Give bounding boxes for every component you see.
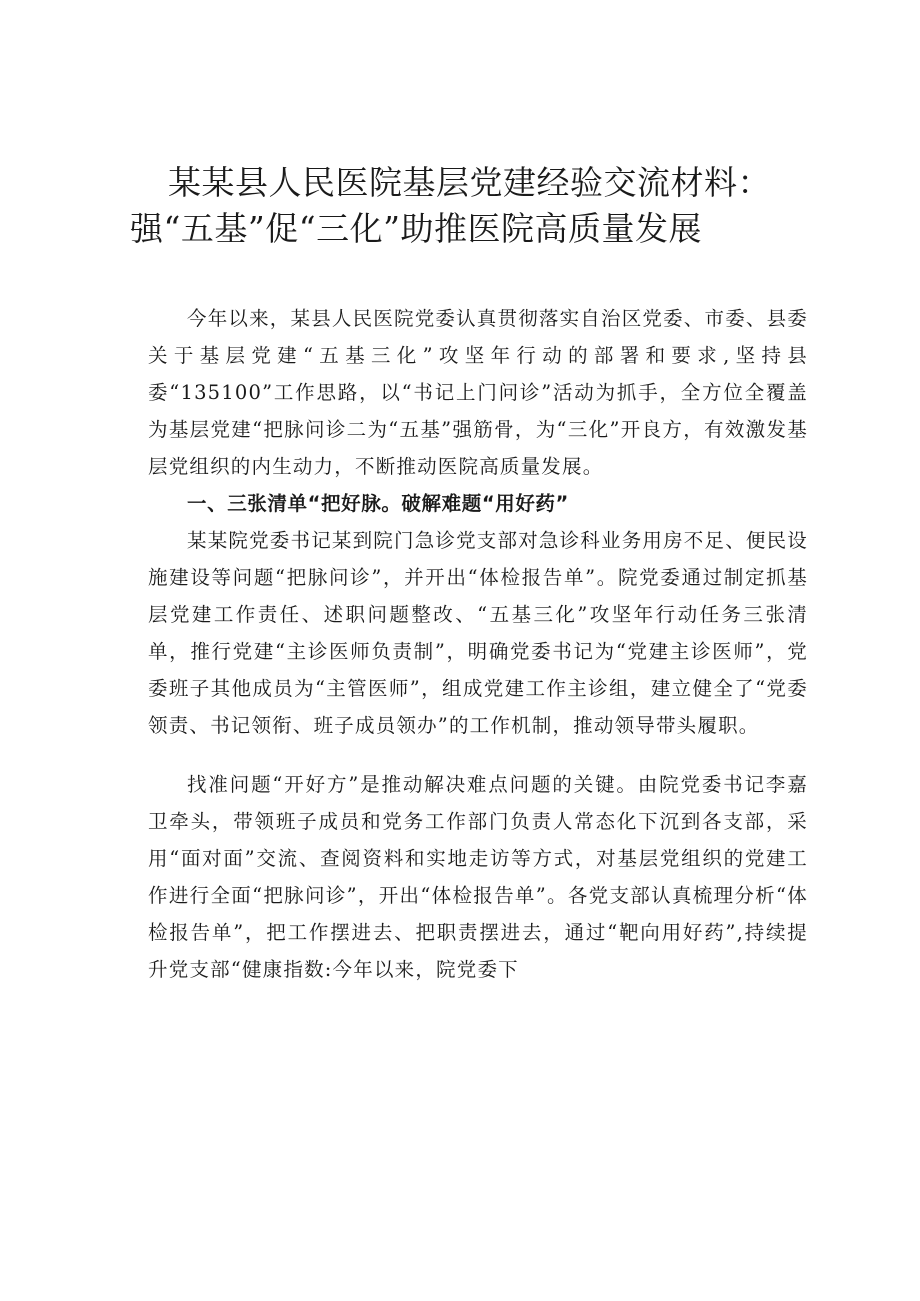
document-title <box>130 160 810 252</box>
title-line-1: 某某县人民医院基层党建经验交流材料： <box>168 163 771 202</box>
section-heading-1: 一、三张清单“把好脉。破解难题“用好药” <box>187 492 569 515</box>
intro-paragraph: 今年以来，某县人民医院党委认真贯彻落实自治区党委、市委、县委关于基层党建“五基三化”攻坚年行动的部署和要求,坚持县委“135100”工作思路，以“书记上门问诊”活动为抓手，全方位全覆盖为基层党建“把脉问诊二为“五基”强筋骨，为“三化”开良方，有效激发基层党组织的内生动力，不断推动医院高质量发展。 <box>148 307 809 478</box>
body-paragraph-2: 找准问题“开好方”是推动解决难点问题的关键。由院党委书记李嘉卫牵头，带领班子成员和党务工作部门负责人常态化下沉到各支部，采用“面对面”交流、查阅资料和实地走访等方式，对基层党组织的党建工作进行全面“把脉问诊”，开出“体检报告单”。各党支部认真梳理分析“体检报告单”，把工作摆进去、把职责摆进去，通过“靶向用好药”,持续提升党支部“健康指数:今年以来，院党委下 <box>148 773 808 981</box>
document-body <box>148 300 808 988</box>
title-line-2: 强“五基”促“三化”助推医院高质量发展 <box>130 209 702 248</box>
body-paragraph-1: 某某院党委书记某到院门急诊党支部对急诊科业务用房不足、便民设施建设等问题“把脉问诊”，并开出“体检报告单”。院党委通过制定抓基层党建工作责任、述职问题整改、“五基三化”攻坚年行动任务三张清单，推行党建“主诊医师负责制”，明确党委书记为“党建主诊医师”，党委班子其他成员为“主管医师”，组成党建工作主诊组，建立健全了“党委领责、书记领衔、班子成员领办”的工作机制，推动领导带头履职。 <box>148 529 809 737</box>
